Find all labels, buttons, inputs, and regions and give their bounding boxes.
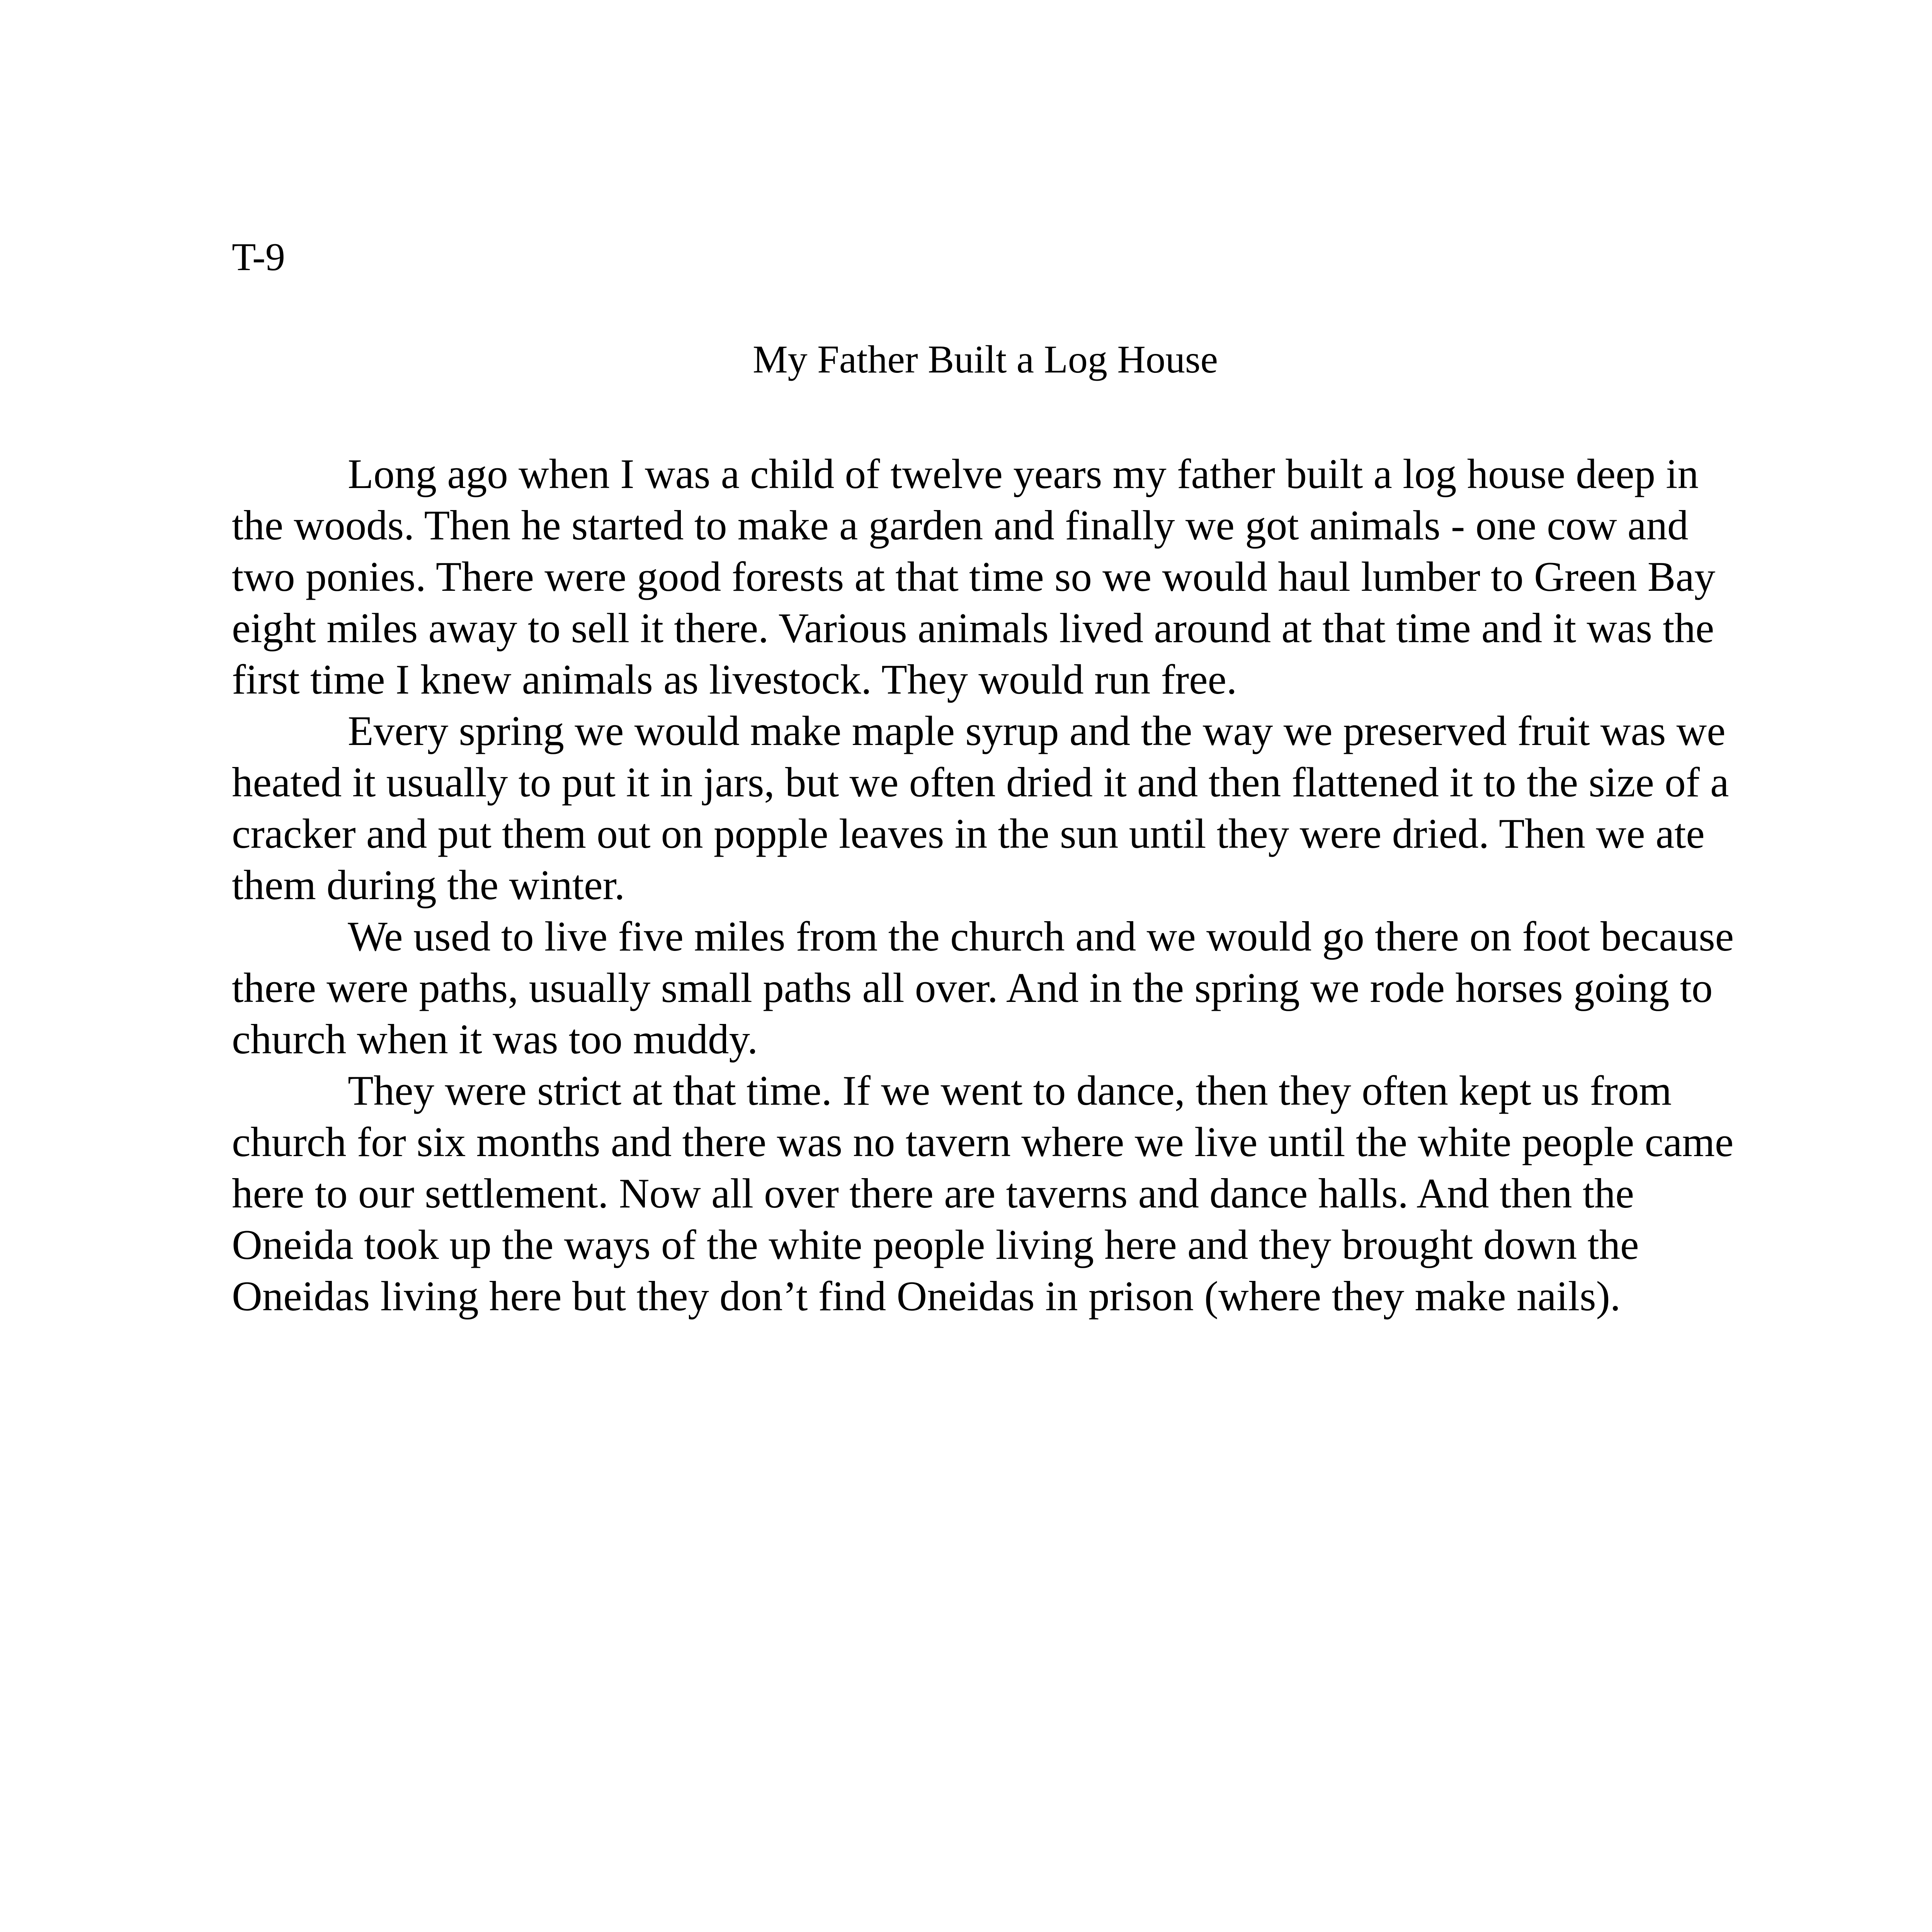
paragraph: Every spring we would make maple syrup and the way we preserved fruit was we heated it usually to put it in jars, but we often dried it and then flattened it to the size of a cracker and put them out on popple leaves in the sun until they were dried. Then we ate them during the winter. bbox=[232, 707, 1729, 908]
paragraph: Long ago when I was a child of twelve years my father built a log house deep in the woods. Then he started to make a garden and finally we got animals - one cow and two ponies. There were good forests at that time so we would haul lumber to Green Bay eight miles away to sell it there. Various animals lived around at that time and it was the first time I knew animals as livestock. They would run free. bbox=[232, 451, 1716, 703]
paragraph: We used to live five miles from the church and we would go there on foot because there were paths, usually small paths all over. And in the spring we rode horses going to church when it was too muddy. bbox=[232, 913, 1734, 1063]
page-label: T-9 bbox=[232, 235, 285, 279]
paragraph: They were strict at that time. If we went to dance, then they often kept us from church for six months and there was no tavern where we live until the white people came here to our settlement. Now all over there are taverns and dance halls. And then the Oneida took up the ways of the white people living here and they brought down the Oneidas living here but they don’t find Oneidas in prison (where they make nails). bbox=[232, 1067, 1734, 1320]
document-title: My Father Built a Log House bbox=[752, 338, 1218, 381]
document-body bbox=[232, 448, 1739, 1322]
